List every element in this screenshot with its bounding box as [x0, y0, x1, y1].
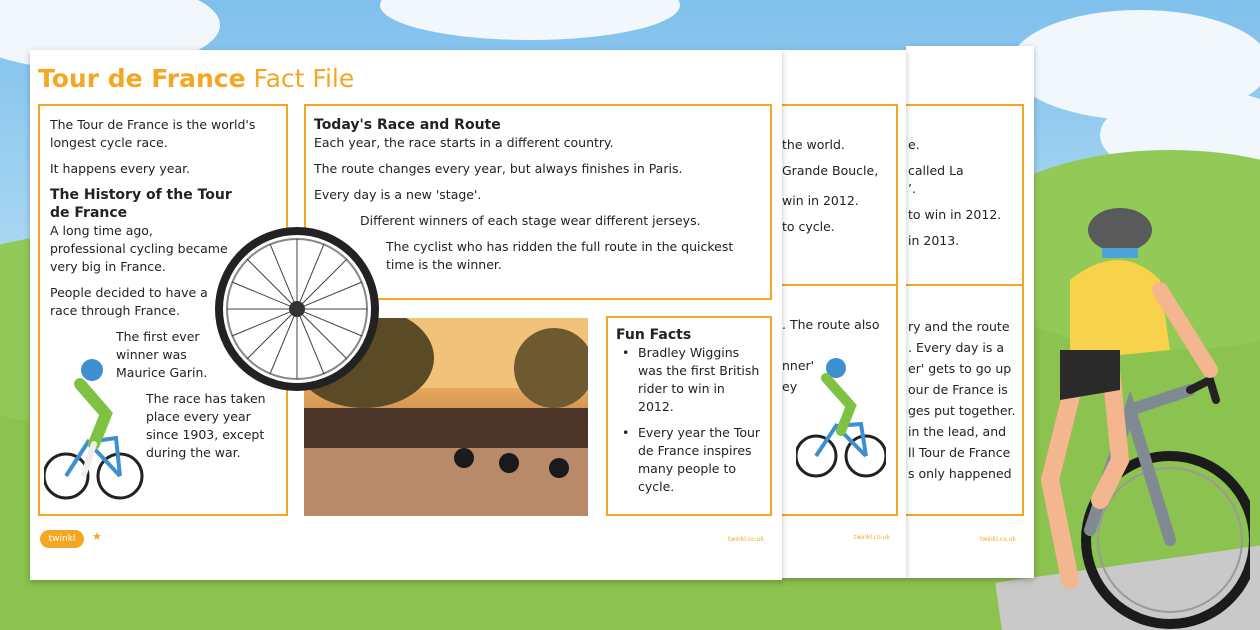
sheet3-line: s only happened [908, 466, 1012, 481]
route-text: Every day is a new 'stage'. [314, 187, 482, 202]
cyclist-illustration [44, 356, 144, 506]
sheet3-line: in 2013. [908, 233, 960, 248]
star-icon: ★ [92, 530, 102, 543]
sheet3-line: er' gets to go up [908, 361, 1012, 376]
sheet3-bottom-box [896, 284, 1024, 516]
route-box [304, 104, 772, 300]
intro-text: People decided to have a race through France. [50, 285, 208, 318]
sheet2-line: Grande Boucle, [782, 163, 879, 178]
title-rest: Fact File [253, 64, 355, 93]
history-heading: The History of the Tour de France [50, 187, 232, 221]
sheet3-line: our de France is [908, 382, 1008, 397]
fun-facts-box [606, 316, 772, 516]
sheet3-line: . Every day is a [908, 340, 1005, 355]
intro-text: A long time ago, professional cycling became very big in France. [50, 223, 228, 274]
sheet3-line: ges put together. [908, 403, 1016, 418]
sheet3-line: e. [908, 137, 920, 152]
footer-url: twinkl.co.uk [728, 536, 764, 543]
route-heading: Today's Race and Route [314, 117, 501, 133]
sheet3-line: ry and the route [908, 319, 1010, 334]
page-title [38, 64, 354, 93]
route-text: The cyclist who has ridden the full route in the quickest time is the winner. [386, 239, 734, 272]
title-bold: Tour de France [38, 64, 246, 93]
sheet2-line: nner' [782, 358, 815, 373]
sheet2-line: ey [782, 379, 798, 394]
sheet2-line: to cycle. [782, 219, 835, 234]
fact-sheet-back-1 [780, 50, 906, 578]
sheet3-line: called La [908, 163, 964, 178]
cyclist-illustration [796, 356, 886, 486]
fun-fact-item: • Bradley Wiggins was the first British rider to win in 2012. [616, 344, 764, 416]
route-text: Different winners of each stage wear different jerseys. [360, 213, 701, 228]
sheet3-line: to win in 2012. [908, 207, 1002, 222]
fun-facts-heading: Fun Facts [616, 327, 692, 343]
sheet3-line: in the lead, and [908, 424, 1007, 439]
route-text: Each year, the race starts in a different country. [314, 135, 614, 150]
intro-text: The race has taken place every year since 1903, except during the war. [146, 391, 266, 460]
fun-fact-item: • Every year the Tour de France inspires many people to cycle. [616, 424, 764, 496]
footer-url: twinkl.co.uk [980, 536, 1016, 543]
cyclist-illustration-large [1010, 200, 1250, 630]
sheet2-line: win in 2012. [782, 193, 859, 208]
intro-text: It happens every year. [50, 161, 191, 176]
fun-facts-list [616, 344, 764, 496]
sheet3-top-box [896, 104, 1024, 310]
sheet3-line: ’. [908, 181, 916, 196]
sheet2-bottom-box [770, 284, 898, 516]
twinkl-logo: twinkl [40, 530, 84, 548]
intro-text: The first ever winner was Maurice Garin. [116, 329, 208, 380]
intro-text: The Tour de France is the world's longest cycle race. [50, 117, 256, 150]
sheet2-line: the world. [782, 137, 845, 152]
sheet2-top-box [770, 104, 898, 310]
route-text: The route changes every year, but always finishes in Paris. [314, 161, 683, 176]
bicycle-wheel-image [214, 226, 380, 392]
sheet2-line: . The route also [782, 317, 880, 332]
sheet3-line: ll Tour de France [908, 445, 1011, 460]
footer-url: twinkl.co.uk [854, 534, 890, 541]
